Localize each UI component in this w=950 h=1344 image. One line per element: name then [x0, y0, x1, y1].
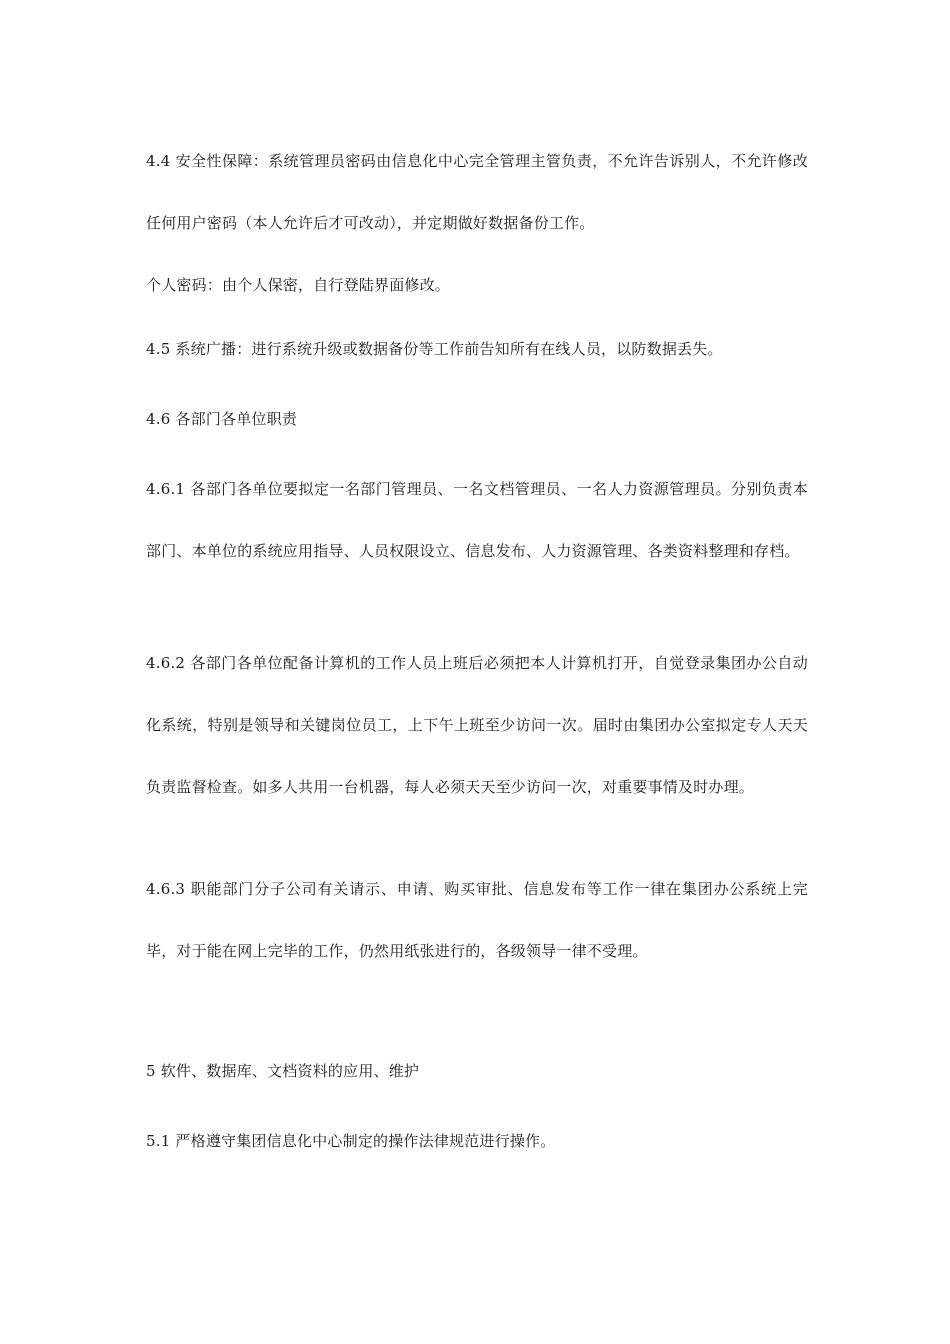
paragraph-4-6-2-daily-access: 4.6.2 各部门各单位配备计算机的工作人员上班后必须把本人计算机打开，自觉登录集团办公自动化系统，特别是领导和关键岗位员工，上下午上班至少访问一次。届时由集团办公室拟定专人天天负责监督检查。如多人共用一台机器，每人必须天天至少访问一次，对重要事情及时办理。	[146, 654, 808, 796]
paragraph-5-1-operation-rules: 5.1 严格遵守集团信息化中心制定的操作法律规范进行操作。	[146, 1132, 556, 1150]
paragraph-personal-password: 个人密码：由个人保密，自行登陆界面修改。	[146, 276, 451, 294]
heading-4-6-responsibilities: 4.6 各部门各单位职责	[146, 410, 298, 428]
heading-5-software-maintenance: 5 软件、数据库、文档资料的应用、维护	[146, 1062, 420, 1080]
paragraph-4-6-3-online-approval: 4.6.3 职能部门分子公司有关请示、申请、购买审批、信息发布等工作一律在集团办公系统上完毕，对于能在网上完毕的工作，仍然用纸张进行的，各级领导一律不受理。	[146, 880, 808, 960]
paragraph-4-4-security: 4.4 安全性保障：系统管理员密码由信息化中心完全管理主管负责，不允许告诉别人，不允许修改任何用户密码（本人允许后才可改动），并定期做好数据备份工作。	[146, 152, 808, 232]
paragraph-4-5-broadcast: 4.5 系统广播：进行系统升级或数据备份等工作前告知所有在线人员，以防数据丢失。	[146, 340, 723, 358]
paragraph-4-6-1-administrators: 4.6.1 各部门各单位要拟定一名部门管理员、一名文档管理员、一名人力资源管理员。分别负责本部门、本单位的系统应用指导、人员权限设立、信息发布、人力资源管理、各类资料整理和存档。	[146, 480, 808, 560]
